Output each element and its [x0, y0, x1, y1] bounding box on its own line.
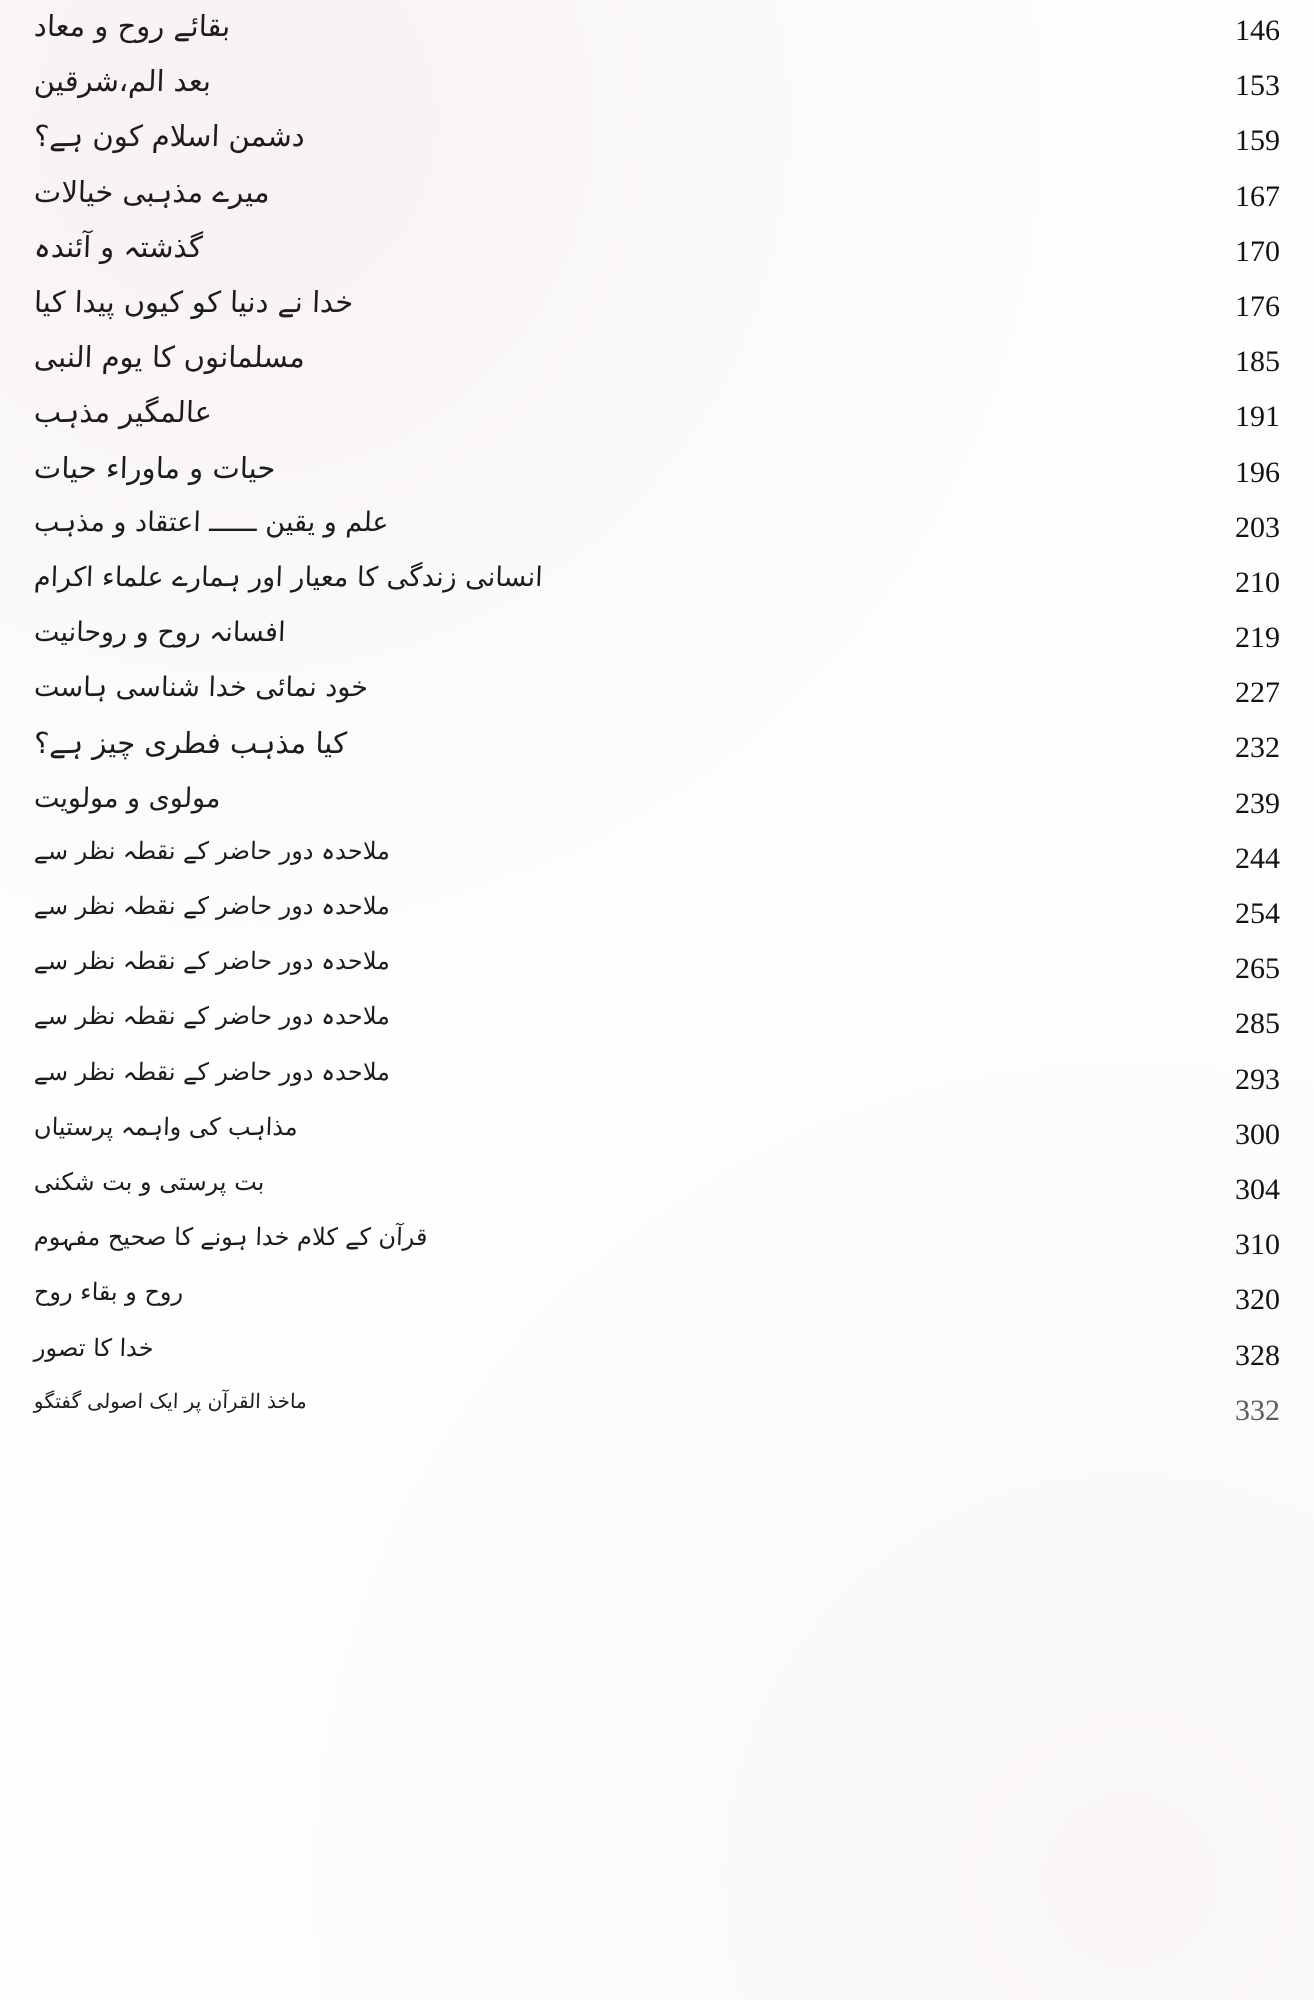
- toc-entry-page-number: 310: [1235, 1228, 1280, 1262]
- toc-entry-row[interactable]: [34, 341, 1280, 396]
- toc-entry-title: بقائے روح و معاد: [33, 9, 231, 43]
- toc-entry-title: ملاحدہ دور حاضر کے نقطہ نظر سے: [33, 1057, 391, 1086]
- toc-entry-row[interactable]: [34, 1003, 1280, 1058]
- toc-entry-title: علم و یقین ــــــ اعتقاد و مذہب: [33, 506, 390, 538]
- toc-entry-page-number: 244: [1235, 841, 1280, 875]
- toc-entry-row[interactable]: [34, 10, 1280, 65]
- toc-entry-title: ملاحدہ دور حاضر کے نقطہ نظر سے: [33, 1002, 391, 1031]
- toc-entry-page-number: 320: [1235, 1283, 1280, 1317]
- toc-entry-page-number: 167: [1235, 179, 1280, 213]
- toc-entry-title: ملاحدہ دور حاضر کے نقطہ نظر سے: [33, 947, 391, 976]
- toc-entry-page-number: 300: [1235, 1117, 1280, 1151]
- toc-entry-title: قرآن کے کلام خدا ہونے کا صحیح مفہوم: [33, 1223, 428, 1252]
- toc-entry-title: خود نمائی خدا شناسی ہاست: [33, 672, 369, 704]
- toc-entry-title: مولوی و مولویت: [33, 782, 222, 814]
- toc-entry-title: انسانی زندگی کا معیار اور ہمارے علماء اکرام: [33, 561, 544, 593]
- toc-entry-row[interactable]: [34, 838, 1280, 893]
- toc-entry-page-number: 227: [1235, 676, 1280, 710]
- toc-entry-title: بعد الم،شرقین: [33, 64, 212, 99]
- toc-entry-row[interactable]: [34, 562, 1280, 617]
- toc-entry-title: بت پرستی و بت شکنی: [33, 1167, 266, 1196]
- toc-entry-row[interactable]: [34, 120, 1280, 175]
- toc-entry-row[interactable]: [34, 231, 1280, 286]
- toc-entry-page-number: 146: [1235, 14, 1280, 47]
- toc-entry-row[interactable]: [34, 1059, 1280, 1114]
- toc-entry-page-number: 203: [1235, 510, 1280, 544]
- toc-entry-row[interactable]: [34, 1224, 1280, 1279]
- toc-entry-page-number: 210: [1235, 565, 1280, 599]
- toc-entry-row[interactable]: [34, 1279, 1280, 1334]
- toc-entry-row[interactable]: [34, 948, 1280, 1003]
- toc-entry-row[interactable]: [34, 507, 1280, 562]
- toc-entry-row[interactable]: [34, 176, 1280, 231]
- toc-entry-row[interactable]: [34, 65, 1280, 120]
- toc-entry-page-number: 159: [1235, 124, 1280, 158]
- toc-entry-title: ملاحدہ دور حاضر کے نقطہ نظر سے: [33, 892, 391, 920]
- toc-entry-title: گذشتہ و آئندہ: [33, 229, 204, 264]
- toc-entry-page-number: 191: [1235, 400, 1280, 434]
- toc-entry-page-number: 254: [1235, 897, 1280, 930]
- toc-entry-title: حیات و ماوراء حیات: [33, 450, 276, 485]
- toc-entry-row[interactable]: [34, 1114, 1280, 1169]
- toc-entry-page-number: 170: [1235, 234, 1280, 268]
- toc-entry-title: میرے مذہبی خیالات: [33, 174, 271, 209]
- toc-entry-title: عالمگیر مذہب: [33, 395, 213, 430]
- toc-entry-title: خدا کا تصور: [33, 1333, 155, 1362]
- toc-entry-row[interactable]: [34, 672, 1280, 727]
- toc-entry-row[interactable]: [34, 617, 1280, 672]
- toc-entry-page-number: 304: [1235, 1172, 1280, 1206]
- toc-entry-row[interactable]: [34, 452, 1280, 507]
- toc-entry-page-number: 293: [1235, 1062, 1280, 1096]
- toc-entry-row[interactable]: [34, 1335, 1280, 1390]
- toc-entry-row[interactable]: [34, 893, 1280, 948]
- toc-entry-row[interactable]: [34, 286, 1280, 341]
- toc-entry-page-number: 332: [1235, 1393, 1280, 1427]
- toc-entry-title: مذاہب کی واہمہ پرستیاں: [33, 1112, 299, 1141]
- toc-entry-row[interactable]: [34, 396, 1280, 451]
- toc-entry-title: افسانہ روح و روحانیت: [33, 617, 287, 649]
- toc-entry-title: خدا نے دنیا کو کیوں پیدا کیا: [33, 284, 354, 319]
- toc-entry-title: مسلمانوں کا یوم النبی: [33, 340, 306, 375]
- toc-entry-title: ملاحدہ دور حاضر کے نقطہ نظر سے: [33, 836, 391, 865]
- toc-entry-row[interactable]: [34, 783, 1280, 838]
- toc-entry-row[interactable]: [34, 727, 1280, 782]
- toc-entry-page-number: 219: [1235, 621, 1280, 655]
- toc-entry-page-number: 239: [1235, 786, 1280, 820]
- toc-entry-row[interactable]: [34, 1390, 1280, 1445]
- toc-entry-row[interactable]: [34, 1169, 1280, 1224]
- toc-entry-page-number: 232: [1235, 731, 1280, 765]
- toc-entry-page-number: 153: [1235, 69, 1280, 103]
- toc-entry-page-number: 196: [1235, 455, 1280, 489]
- toc-entry-title: دشمن اسلام کون ہے؟: [33, 119, 306, 154]
- toc-entry-page-number: 285: [1235, 1007, 1280, 1041]
- toc-entry-title: ماخذ القرآن پر ایک اصولی گفتگو: [33, 1388, 308, 1413]
- toc-entry-title: روح و بقاء روح: [33, 1278, 184, 1307]
- toc-entry-title: کیا مذہب فطری چیز ہے؟: [33, 726, 348, 761]
- toc-entry-page-number: 176: [1235, 289, 1280, 323]
- toc-entry-page-number: 328: [1235, 1338, 1280, 1372]
- toc-entry-page-number: 265: [1235, 952, 1280, 986]
- toc-entry-page-number: 185: [1235, 345, 1280, 379]
